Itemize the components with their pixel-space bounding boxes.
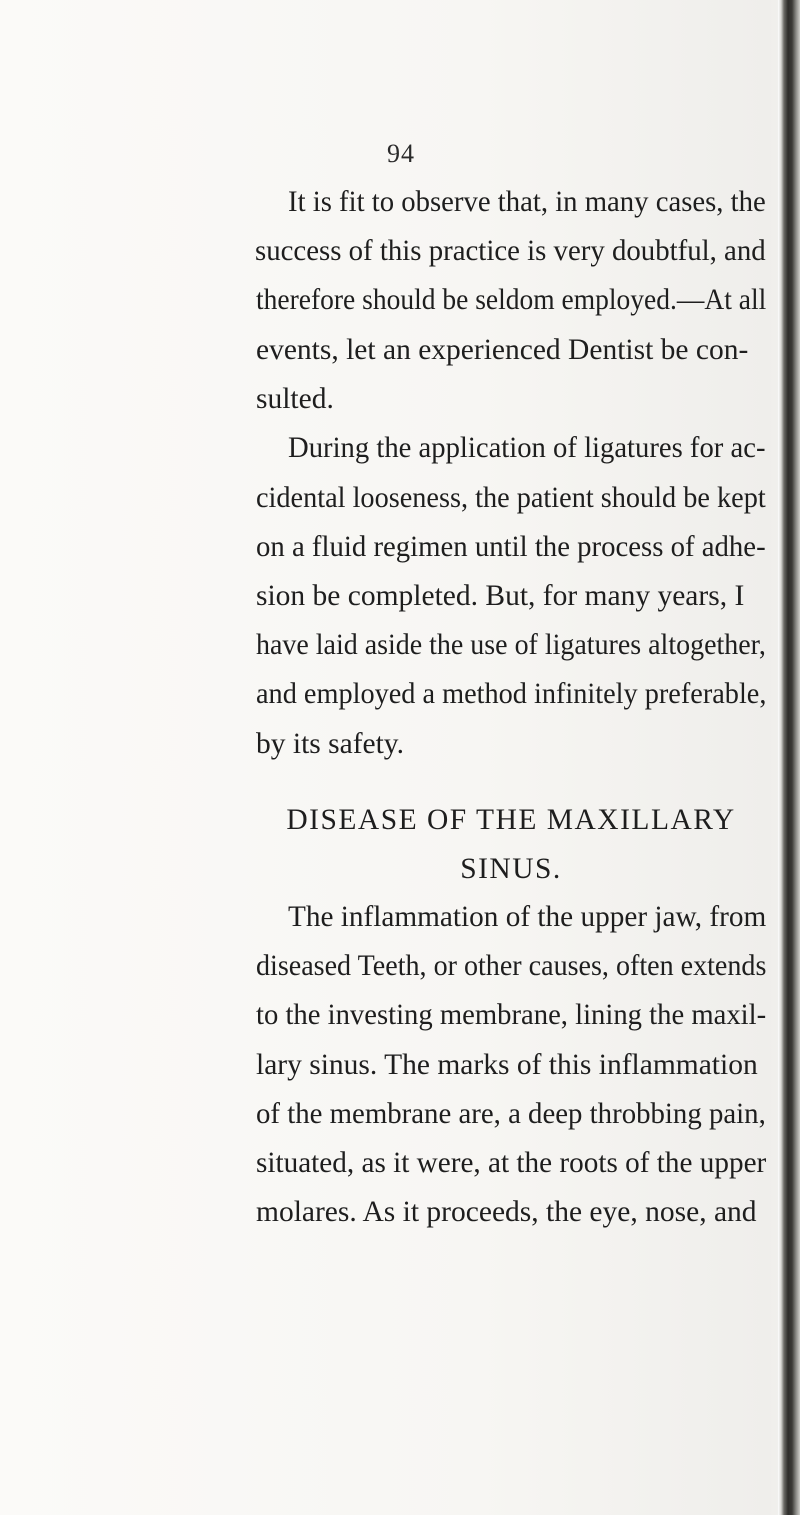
text-line: sion be completed. But, for many years, I (256, 580, 745, 612)
text-line: success of this practice is very doubtful, and (255, 235, 766, 267)
text-line: situated, as it were, at the roots of the upper (256, 1147, 767, 1179)
text-line: diseased Teeth, or other causes, often extends (256, 950, 767, 982)
text-line: It is fit to observe that, in many cases, the (288, 186, 766, 218)
text-line: molares. As it proceeds, the eye, nose, and (256, 1196, 757, 1228)
text-line: of the membrane are, a deep throbbing pain, (256, 1098, 766, 1130)
section-heading-continued: SINUS. (460, 853, 562, 885)
text-line: by its safety. (256, 728, 405, 760)
page-number: 94 (387, 139, 415, 168)
section-heading: DISEASE OF THE MAXILLARY (286, 804, 736, 836)
text-line: therefore should be seldom employed.—At all (256, 284, 767, 316)
text-line: During the application of ligatures for ac- (288, 432, 766, 464)
text-line: on a fluid regimen until the process of adhe- (256, 531, 766, 563)
text-line: to the investing membrane, lining the maxil- (256, 999, 767, 1031)
text-line: lary sinus. The marks of this inflammation (256, 1049, 758, 1081)
text-line: sulted. (256, 383, 334, 415)
text-line: events, let an experienced Dentist be con- (256, 334, 749, 366)
text-line: cidental looseness, the patient should be kept (256, 482, 766, 514)
text-line: and employed a method infinitely preferable, (256, 678, 767, 710)
text-line: The inflammation of the upper jaw, from (288, 901, 767, 933)
text-line: have laid aside the use of ligatures altogether, (256, 629, 766, 661)
